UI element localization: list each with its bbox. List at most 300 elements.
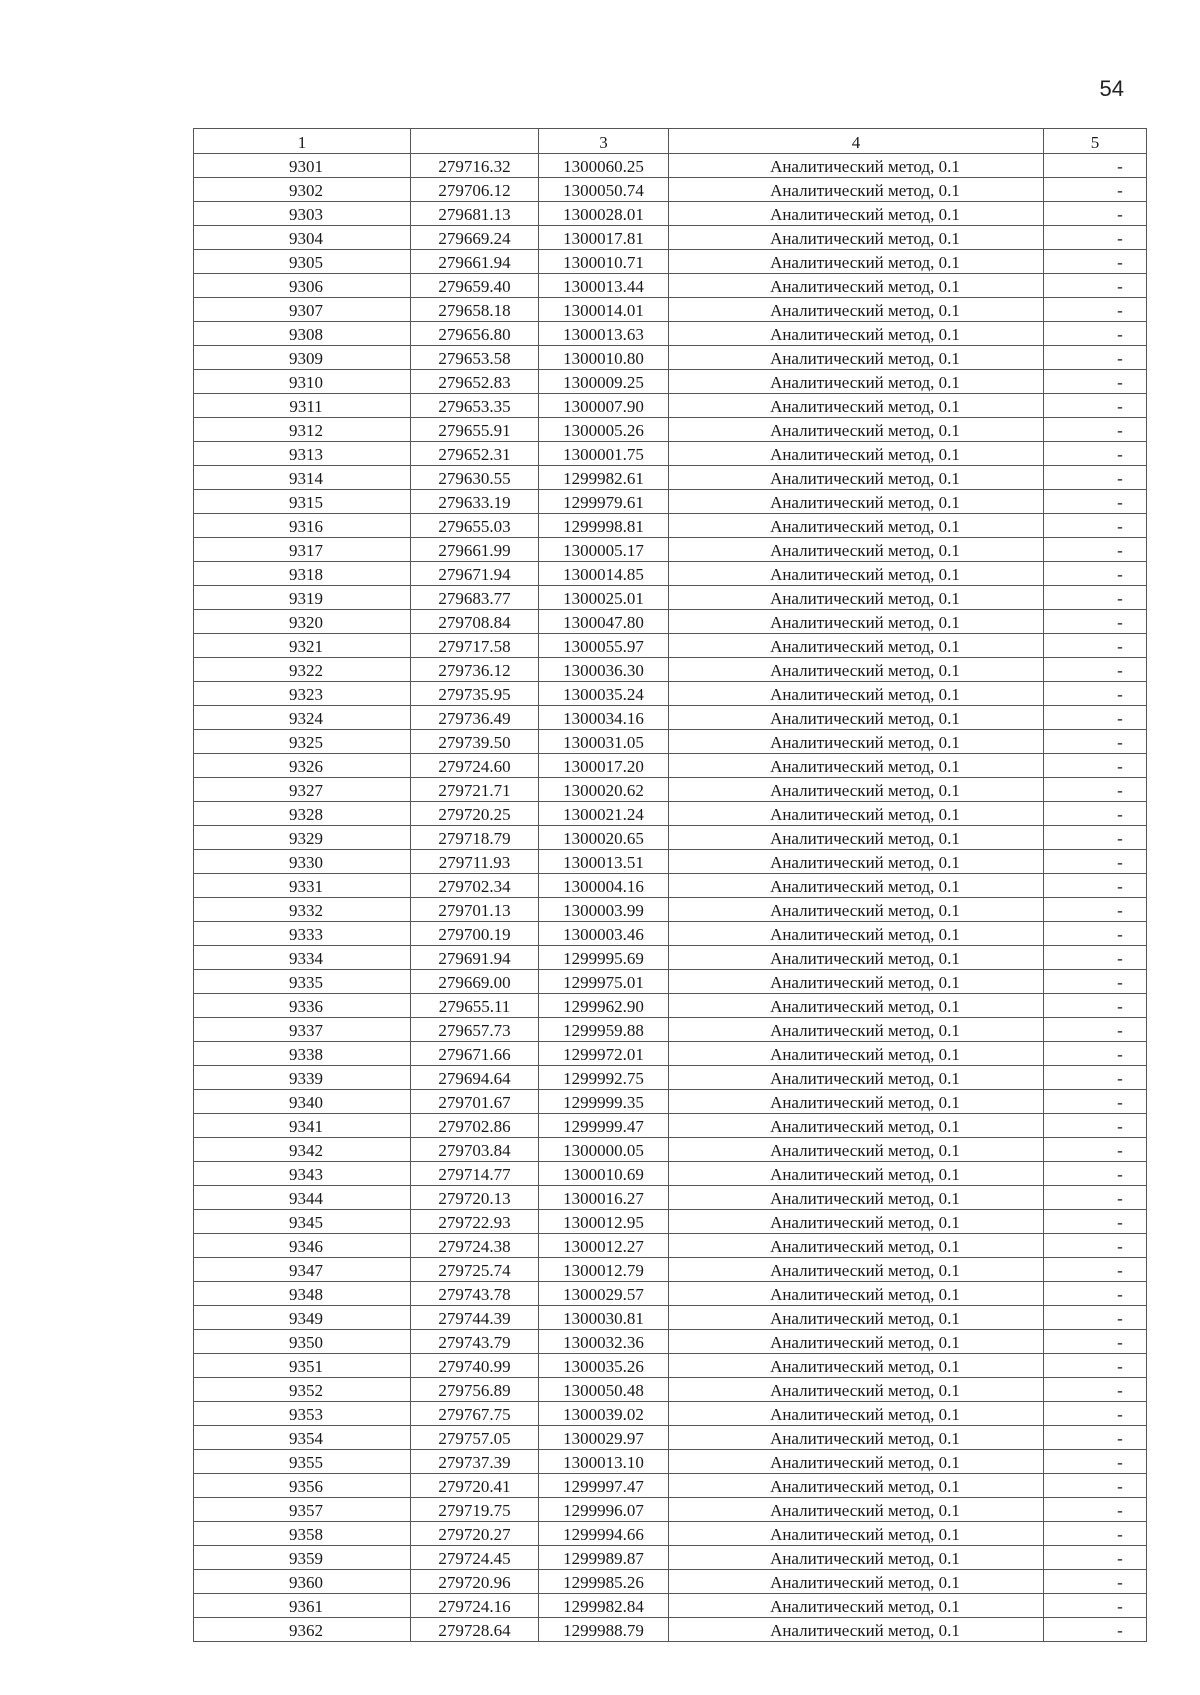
note-cell: - (1044, 1354, 1147, 1378)
table-row (194, 826, 1147, 850)
table-row (194, 946, 1147, 970)
table-row (194, 202, 1147, 226)
y-coordinate-cell: 1300005.26 (539, 418, 669, 442)
y-coordinate-cell: 1300007.90 (539, 394, 669, 418)
x-coordinate-cell: 279720.25 (411, 802, 539, 826)
y-coordinate-cell: 1300030.81 (539, 1306, 669, 1330)
y-coordinate-cell: 1300036.30 (539, 658, 669, 682)
x-coordinate-cell: 279718.79 (411, 826, 539, 850)
method-cell: Аналитический метод, 0.1 (669, 1450, 1044, 1474)
point-number-cell: 9301 (194, 154, 411, 178)
note-cell: - (1044, 850, 1147, 874)
x-coordinate-cell: 279722.93 (411, 1210, 539, 1234)
note-cell: - (1044, 970, 1147, 994)
note-cell: - (1044, 1522, 1147, 1546)
y-coordinate-cell: 1299972.01 (539, 1042, 669, 1066)
table-row (194, 226, 1147, 250)
y-coordinate-cell: 1299999.47 (539, 1114, 669, 1138)
x-coordinate-cell: 279653.35 (411, 394, 539, 418)
x-coordinate-cell: 279756.89 (411, 1378, 539, 1402)
point-number-cell: 9335 (194, 970, 411, 994)
method-cell: Аналитический метод, 0.1 (669, 1522, 1044, 1546)
method-cell: Аналитический метод, 0.1 (669, 1042, 1044, 1066)
x-coordinate-cell: 279655.91 (411, 418, 539, 442)
method-cell: Аналитический метод, 0.1 (669, 1282, 1044, 1306)
table-row (194, 610, 1147, 634)
x-coordinate-cell: 279724.45 (411, 1546, 539, 1570)
point-number-cell: 9338 (194, 1042, 411, 1066)
coordinates-table (193, 128, 1147, 1642)
x-coordinate-cell: 279767.75 (411, 1402, 539, 1426)
note-cell: - (1044, 1162, 1147, 1186)
method-cell: Аналитический метод, 0.1 (669, 658, 1044, 682)
note-cell: - (1044, 1450, 1147, 1474)
note-cell: - (1044, 178, 1147, 202)
table-body (194, 154, 1147, 1642)
table-row (194, 1426, 1147, 1450)
note-cell: - (1044, 514, 1147, 538)
note-cell: - (1044, 1570, 1147, 1594)
note-cell: - (1044, 778, 1147, 802)
x-coordinate-cell: 279658.18 (411, 298, 539, 322)
table-row (194, 1378, 1147, 1402)
table-row (194, 1282, 1147, 1306)
method-cell: Аналитический метод, 0.1 (669, 154, 1044, 178)
point-number-cell: 9346 (194, 1234, 411, 1258)
point-number-cell: 9314 (194, 466, 411, 490)
point-number-cell: 9350 (194, 1330, 411, 1354)
point-number-cell: 9336 (194, 994, 411, 1018)
table-row (194, 682, 1147, 706)
table-row (194, 1066, 1147, 1090)
point-number-cell: 9355 (194, 1450, 411, 1474)
y-coordinate-cell: 1300001.75 (539, 442, 669, 466)
x-coordinate-cell: 279724.38 (411, 1234, 539, 1258)
y-coordinate-cell: 1300028.01 (539, 202, 669, 226)
point-number-cell: 9326 (194, 754, 411, 778)
method-cell: Аналитический метод, 0.1 (669, 346, 1044, 370)
x-coordinate-cell: 279720.96 (411, 1570, 539, 1594)
table-row (194, 1570, 1147, 1594)
y-coordinate-cell: 1300017.20 (539, 754, 669, 778)
point-number-cell: 9347 (194, 1258, 411, 1282)
point-number-cell: 9349 (194, 1306, 411, 1330)
table-row (194, 1594, 1147, 1618)
x-coordinate-cell: 279661.94 (411, 250, 539, 274)
note-cell: - (1044, 994, 1147, 1018)
table-row (194, 322, 1147, 346)
note-cell: - (1044, 1282, 1147, 1306)
point-number-cell: 9344 (194, 1186, 411, 1210)
y-coordinate-cell: 1300012.27 (539, 1234, 669, 1258)
x-coordinate-cell: 279714.77 (411, 1162, 539, 1186)
y-coordinate-cell: 1300005.17 (539, 538, 669, 562)
note-cell: - (1044, 634, 1147, 658)
x-coordinate-cell: 279703.84 (411, 1138, 539, 1162)
x-coordinate-cell: 279743.79 (411, 1330, 539, 1354)
table-row (194, 754, 1147, 778)
point-number-cell: 9311 (194, 394, 411, 418)
point-number-cell: 9322 (194, 658, 411, 682)
y-coordinate-cell: 1300060.25 (539, 154, 669, 178)
y-coordinate-cell: 1299997.47 (539, 1474, 669, 1498)
note-cell: - (1044, 202, 1147, 226)
point-number-cell: 9305 (194, 250, 411, 274)
note-cell: - (1044, 826, 1147, 850)
point-number-cell: 9356 (194, 1474, 411, 1498)
table-row (194, 154, 1147, 178)
method-cell: Аналитический метод, 0.1 (669, 1018, 1044, 1042)
note-cell: - (1044, 754, 1147, 778)
table-row (194, 1186, 1147, 1210)
point-number-cell: 9324 (194, 706, 411, 730)
x-coordinate-cell: 279728.64 (411, 1618, 539, 1642)
x-coordinate-cell: 279721.71 (411, 778, 539, 802)
note-cell: - (1044, 1498, 1147, 1522)
point-number-cell: 9351 (194, 1354, 411, 1378)
point-number-cell: 9340 (194, 1090, 411, 1114)
method-cell: Аналитический метод, 0.1 (669, 682, 1044, 706)
method-cell: Аналитический метод, 0.1 (669, 1162, 1044, 1186)
note-cell: - (1044, 274, 1147, 298)
method-cell: Аналитический метод, 0.1 (669, 778, 1044, 802)
note-cell: - (1044, 1378, 1147, 1402)
y-coordinate-cell: 1300004.16 (539, 874, 669, 898)
method-cell: Аналитический метод, 0.1 (669, 1570, 1044, 1594)
point-number-cell: 9353 (194, 1402, 411, 1426)
method-cell: Аналитический метод, 0.1 (669, 514, 1044, 538)
x-coordinate-cell: 279652.31 (411, 442, 539, 466)
x-coordinate-cell: 279701.13 (411, 898, 539, 922)
method-cell: Аналитический метод, 0.1 (669, 442, 1044, 466)
note-cell: - (1044, 394, 1147, 418)
point-number-cell: 9321 (194, 634, 411, 658)
table-row (194, 562, 1147, 586)
table-row (194, 466, 1147, 490)
point-number-cell: 9319 (194, 586, 411, 610)
table-row (194, 1162, 1147, 1186)
x-coordinate-cell: 279719.75 (411, 1498, 539, 1522)
x-coordinate-cell: 279711.93 (411, 850, 539, 874)
point-number-cell: 9334 (194, 946, 411, 970)
method-cell: Аналитический метод, 0.1 (669, 850, 1044, 874)
method-cell: Аналитический метод, 0.1 (669, 1426, 1044, 1450)
x-coordinate-cell: 279744.39 (411, 1306, 539, 1330)
note-cell: - (1044, 1234, 1147, 1258)
x-coordinate-cell: 279652.83 (411, 370, 539, 394)
table-row (194, 1258, 1147, 1282)
note-cell: - (1044, 1618, 1147, 1642)
point-number-cell: 9360 (194, 1570, 411, 1594)
y-coordinate-cell: 1300020.62 (539, 778, 669, 802)
x-coordinate-cell: 279655.03 (411, 514, 539, 538)
y-coordinate-cell: 1300050.74 (539, 178, 669, 202)
y-coordinate-cell: 1299962.90 (539, 994, 669, 1018)
method-cell: Аналитический метод, 0.1 (669, 1210, 1044, 1234)
y-coordinate-cell: 1299985.26 (539, 1570, 669, 1594)
y-coordinate-cell: 1300032.36 (539, 1330, 669, 1354)
y-coordinate-cell: 1300035.24 (539, 682, 669, 706)
method-cell: Аналитический метод, 0.1 (669, 610, 1044, 634)
x-coordinate-cell: 279694.64 (411, 1066, 539, 1090)
table-row (194, 1090, 1147, 1114)
y-coordinate-cell: 1300009.25 (539, 370, 669, 394)
table-row (194, 178, 1147, 202)
point-number-cell: 9323 (194, 682, 411, 706)
x-coordinate-cell: 279659.40 (411, 274, 539, 298)
y-coordinate-cell: 1299996.07 (539, 1498, 669, 1522)
point-number-cell: 9304 (194, 226, 411, 250)
x-coordinate-cell: 279716.32 (411, 154, 539, 178)
method-cell: Аналитический метод, 0.1 (669, 1306, 1044, 1330)
x-coordinate-cell: 279630.55 (411, 466, 539, 490)
x-coordinate-cell: 279702.34 (411, 874, 539, 898)
method-cell: Аналитический метод, 0.1 (669, 1378, 1044, 1402)
method-cell: Аналитический метод, 0.1 (669, 1354, 1044, 1378)
y-coordinate-cell: 1300017.81 (539, 226, 669, 250)
column-header-3: 3 (539, 129, 669, 154)
note-cell: - (1044, 1426, 1147, 1450)
method-cell: Аналитический метод, 0.1 (669, 1138, 1044, 1162)
method-cell: Аналитический метод, 0.1 (669, 826, 1044, 850)
point-number-cell: 9317 (194, 538, 411, 562)
coordinates-table-container (193, 128, 1146, 1642)
x-coordinate-cell: 279743.78 (411, 1282, 539, 1306)
note-cell: - (1044, 1018, 1147, 1042)
point-number-cell: 9333 (194, 922, 411, 946)
method-cell: Аналитический метод, 0.1 (669, 418, 1044, 442)
method-cell: Аналитический метод, 0.1 (669, 538, 1044, 562)
y-coordinate-cell: 1299979.61 (539, 490, 669, 514)
note-cell: - (1044, 1138, 1147, 1162)
table-row (194, 874, 1147, 898)
x-coordinate-cell: 279717.58 (411, 634, 539, 658)
method-cell: Аналитический метод, 0.1 (669, 706, 1044, 730)
note-cell: - (1044, 442, 1147, 466)
point-number-cell: 9306 (194, 274, 411, 298)
note-cell: - (1044, 562, 1147, 586)
x-coordinate-cell: 279633.19 (411, 490, 539, 514)
y-coordinate-cell: 1300016.27 (539, 1186, 669, 1210)
y-coordinate-cell: 1299999.35 (539, 1090, 669, 1114)
method-cell: Аналитический метод, 0.1 (669, 250, 1044, 274)
x-coordinate-cell: 279691.94 (411, 946, 539, 970)
x-coordinate-cell: 279700.19 (411, 922, 539, 946)
method-cell: Аналитический метод, 0.1 (669, 562, 1044, 586)
point-number-cell: 9345 (194, 1210, 411, 1234)
table-row (194, 1618, 1147, 1642)
point-number-cell: 9327 (194, 778, 411, 802)
table-row (194, 1042, 1147, 1066)
table-row (194, 922, 1147, 946)
x-coordinate-cell: 279737.39 (411, 1450, 539, 1474)
y-coordinate-cell: 1300013.10 (539, 1450, 669, 1474)
x-coordinate-cell: 279653.58 (411, 346, 539, 370)
point-number-cell: 9343 (194, 1162, 411, 1186)
header-row (194, 129, 1147, 154)
table-row (194, 274, 1147, 298)
note-cell: - (1044, 1210, 1147, 1234)
note-cell: - (1044, 1546, 1147, 1570)
point-number-cell: 9318 (194, 562, 411, 586)
method-cell: Аналитический метод, 0.1 (669, 1234, 1044, 1258)
note-cell: - (1044, 322, 1147, 346)
y-coordinate-cell: 1300047.80 (539, 610, 669, 634)
y-coordinate-cell: 1299959.88 (539, 1018, 669, 1042)
x-coordinate-cell: 279720.27 (411, 1522, 539, 1546)
y-coordinate-cell: 1300000.05 (539, 1138, 669, 1162)
method-cell: Аналитический метод, 0.1 (669, 898, 1044, 922)
note-cell: - (1044, 802, 1147, 826)
method-cell: Аналитический метод, 0.1 (669, 730, 1044, 754)
y-coordinate-cell: 1300012.79 (539, 1258, 669, 1282)
point-number-cell: 9308 (194, 322, 411, 346)
y-coordinate-cell: 1299989.87 (539, 1546, 669, 1570)
method-cell: Аналитический метод, 0.1 (669, 466, 1044, 490)
point-number-cell: 9331 (194, 874, 411, 898)
table-row (194, 1402, 1147, 1426)
y-coordinate-cell: 1299988.79 (539, 1618, 669, 1642)
y-coordinate-cell: 1300029.57 (539, 1282, 669, 1306)
note-cell: - (1044, 1066, 1147, 1090)
table-row (194, 394, 1147, 418)
note-cell: - (1044, 226, 1147, 250)
page-number: 54 (1099, 76, 1124, 101)
point-number-cell: 9329 (194, 826, 411, 850)
table-row (194, 1522, 1147, 1546)
method-cell: Аналитический метод, 0.1 (669, 1474, 1044, 1498)
point-number-cell: 9359 (194, 1546, 411, 1570)
point-number-cell: 9315 (194, 490, 411, 514)
y-coordinate-cell: 1300013.44 (539, 274, 669, 298)
method-cell: Аналитический метод, 0.1 (669, 1498, 1044, 1522)
table-row (194, 346, 1147, 370)
y-coordinate-cell: 1300020.65 (539, 826, 669, 850)
method-cell: Аналитический метод, 0.1 (669, 586, 1044, 610)
y-coordinate-cell: 1300035.26 (539, 1354, 669, 1378)
note-cell: - (1044, 1402, 1147, 1426)
y-coordinate-cell: 1299995.69 (539, 946, 669, 970)
method-cell: Аналитический метод, 0.1 (669, 178, 1044, 202)
x-coordinate-cell: 279740.99 (411, 1354, 539, 1378)
note-cell: - (1044, 682, 1147, 706)
method-cell: Аналитический метод, 0.1 (669, 1594, 1044, 1618)
method-cell: Аналитический метод, 0.1 (669, 394, 1044, 418)
note-cell: - (1044, 466, 1147, 490)
table-row (194, 730, 1147, 754)
table-row (194, 538, 1147, 562)
y-coordinate-cell: 1300031.05 (539, 730, 669, 754)
table-row (194, 1354, 1147, 1378)
y-coordinate-cell: 1299998.81 (539, 514, 669, 538)
point-number-cell: 9341 (194, 1114, 411, 1138)
note-cell: - (1044, 490, 1147, 514)
x-coordinate-cell: 279669.00 (411, 970, 539, 994)
point-number-cell: 9309 (194, 346, 411, 370)
table-row (194, 1330, 1147, 1354)
note-cell: - (1044, 538, 1147, 562)
column-header-1: 1 (194, 129, 411, 154)
point-number-cell: 9320 (194, 610, 411, 634)
x-coordinate-cell: 279701.67 (411, 1090, 539, 1114)
table-row (194, 778, 1147, 802)
y-coordinate-cell: 1300029.97 (539, 1426, 669, 1450)
note-cell: - (1044, 586, 1147, 610)
y-coordinate-cell: 1299982.61 (539, 466, 669, 490)
method-cell: Аналитический метод, 0.1 (669, 322, 1044, 346)
y-coordinate-cell: 1300025.01 (539, 586, 669, 610)
point-number-cell: 9342 (194, 1138, 411, 1162)
method-cell: Аналитический метод, 0.1 (669, 226, 1044, 250)
y-coordinate-cell: 1300014.85 (539, 562, 669, 586)
column-header-4: 4 (669, 129, 1044, 154)
method-cell: Аналитический метод, 0.1 (669, 1330, 1044, 1354)
point-number-cell: 9312 (194, 418, 411, 442)
method-cell: Аналитический метод, 0.1 (669, 298, 1044, 322)
y-coordinate-cell: 1300055.97 (539, 634, 669, 658)
x-coordinate-cell: 279681.13 (411, 202, 539, 226)
table-row (194, 442, 1147, 466)
x-coordinate-cell: 279724.16 (411, 1594, 539, 1618)
y-coordinate-cell: 1299982.84 (539, 1594, 669, 1618)
x-coordinate-cell: 279656.80 (411, 322, 539, 346)
method-cell: Аналитический метод, 0.1 (669, 370, 1044, 394)
x-coordinate-cell: 279720.13 (411, 1186, 539, 1210)
point-number-cell: 9358 (194, 1522, 411, 1546)
column-header-5: 5 (1044, 129, 1147, 154)
note-cell: - (1044, 610, 1147, 634)
y-coordinate-cell: 1300010.80 (539, 346, 669, 370)
note-cell: - (1044, 706, 1147, 730)
method-cell: Аналитический метод, 0.1 (669, 1546, 1044, 1570)
y-coordinate-cell: 1300010.69 (539, 1162, 669, 1186)
point-number-cell: 9357 (194, 1498, 411, 1522)
x-coordinate-cell: 279725.74 (411, 1258, 539, 1282)
y-coordinate-cell: 1300021.24 (539, 802, 669, 826)
method-cell: Аналитический метод, 0.1 (669, 994, 1044, 1018)
note-cell: - (1044, 1090, 1147, 1114)
table-row (194, 1018, 1147, 1042)
table-row (194, 994, 1147, 1018)
note-cell: - (1044, 250, 1147, 274)
point-number-cell: 9337 (194, 1018, 411, 1042)
note-cell: - (1044, 346, 1147, 370)
method-cell: Аналитический метод, 0.1 (669, 874, 1044, 898)
y-coordinate-cell: 1300013.63 (539, 322, 669, 346)
x-coordinate-cell: 279724.60 (411, 754, 539, 778)
point-number-cell: 9328 (194, 802, 411, 826)
method-cell: Аналитический метод, 0.1 (669, 754, 1044, 778)
note-cell: - (1044, 1594, 1147, 1618)
y-coordinate-cell: 1299994.66 (539, 1522, 669, 1546)
table-row (194, 658, 1147, 682)
note-cell: - (1044, 1306, 1147, 1330)
x-coordinate-cell: 279669.24 (411, 226, 539, 250)
x-coordinate-cell: 279671.66 (411, 1042, 539, 1066)
note-cell: - (1044, 418, 1147, 442)
point-number-cell: 9316 (194, 514, 411, 538)
x-coordinate-cell: 279720.41 (411, 1474, 539, 1498)
point-number-cell: 9354 (194, 1426, 411, 1450)
table-row (194, 1474, 1147, 1498)
method-cell: Аналитический метод, 0.1 (669, 1066, 1044, 1090)
x-coordinate-cell: 279736.49 (411, 706, 539, 730)
point-number-cell: 9330 (194, 850, 411, 874)
table-row (194, 418, 1147, 442)
method-cell: Аналитический метод, 0.1 (669, 1402, 1044, 1426)
method-cell: Аналитический метод, 0.1 (669, 802, 1044, 826)
note-cell: - (1044, 922, 1147, 946)
